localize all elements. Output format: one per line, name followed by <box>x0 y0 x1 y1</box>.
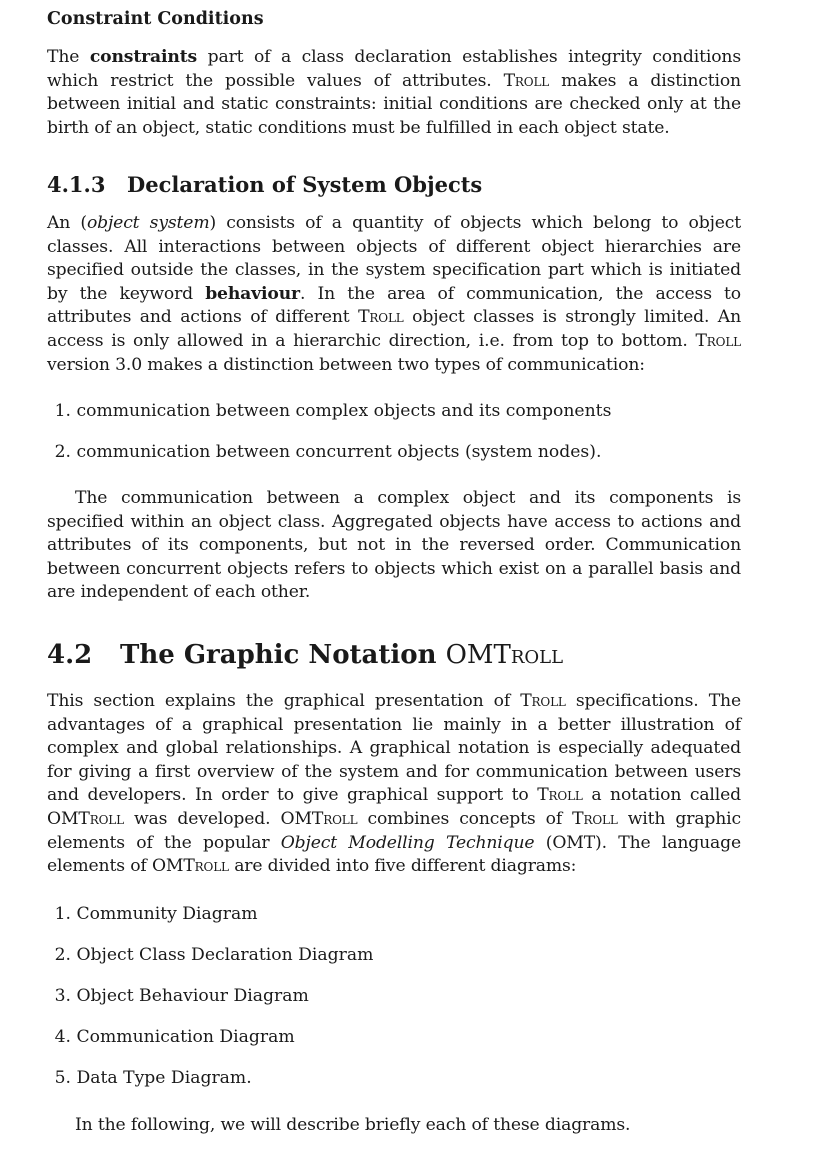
constraints-keyword: constraints <box>89 47 198 67</box>
section-number: 4.1.3 <box>47 172 106 197</box>
constraint-conditions-heading: Constraint Conditions <box>47 9 264 29</box>
communication-paragraph: The communication between a complex object and its components is specified within an object class. Aggregated objects have access to actions and attributes of its components, but not in the reversed order. Communication between concurrent objects refers to objects which exist on a parallel basis and are independent of each other. <box>47 488 741 603</box>
system-objects-paragraph: An (object system) consists of a quantity of objects which belong to object classes. All interactions between objects of different object hierarchies are specified outside the classes, in the system specification part which is initiated by the keyword behaviour. In the area of communication, the access to attributes and actions of different Troll object classes is strongly limited. An access is only allowed in a hierarchic direction, i.e. from top to bottom. Troll version 3.0 makes a distinction between two types of communication: <box>47 213 741 375</box>
troll-name: Troll <box>503 70 550 91</box>
section-4-1-3-heading <box>47 172 482 197</box>
omt-term: Object Modelling Technique <box>280 832 535 853</box>
list-item: 2. Object Class Declaration Diagram <box>54 945 374 965</box>
section-title: Declaration of System Objects <box>127 172 483 197</box>
graphic-notation-paragraph: This section explains the graphical presentation of Troll specifications. The advantages of a graphical presentation lie mainly in a better illustration of complex and global relationships. A graphical notation is especially adequated for giving a first overview of the system and for communication between users and developers. In order to give graphical support to Troll a notation called OMTroll was developed. OMTroll combines concepts of Troll with graphic elements of the popular Object Modelling Technique (OMT). The language elements of OMTroll are divided into five different diagrams: <box>47 691 742 877</box>
section-number: 4.2 <box>47 640 93 670</box>
section-title: The Graphic Notation <box>120 640 446 670</box>
list-item: 1. communication between complex objects and its components <box>54 401 612 421</box>
list-item: 3. Object Behaviour Diagram <box>54 986 309 1006</box>
list-item: 4. Communication Diagram <box>54 1027 295 1047</box>
list-item: 5. Data Type Diagram. <box>54 1068 252 1088</box>
section-4-2-heading <box>47 640 563 670</box>
constraint-paragraph: The constraints part of a class declaration establishes integrity conditions which restrict the possible values of attributes. Troll makes a distinction between initial and static constraints: initial conditions are checked only at the birth of an object, static conditions must be fulfilled in each object state. <box>47 47 741 138</box>
omtroll-name: OMTroll <box>445 640 564 670</box>
object-system-term: object system <box>86 213 210 233</box>
closing-paragraph: In the following, we will describe briefly each of these diagrams. <box>75 1115 631 1135</box>
list-item: 1. Community Diagram <box>54 904 258 924</box>
list-item: 2. communication between concurrent objects (system nodes). <box>54 442 602 462</box>
behaviour-keyword: behaviour <box>205 283 300 304</box>
